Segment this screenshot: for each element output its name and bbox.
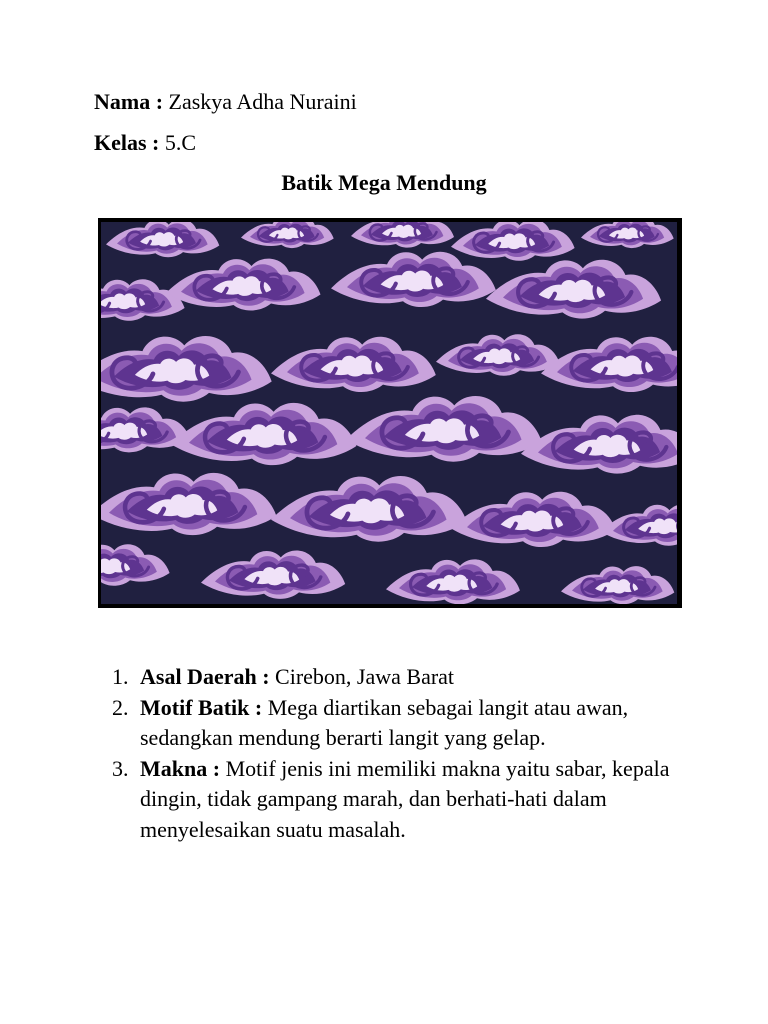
item-text: Mega diartikan sebagai langit atau awan, sedangkan mendung berarti langit yang gelap.	[140, 694, 629, 750]
list-item-meaning	[112, 754, 672, 846]
name-label: Nama :	[94, 89, 164, 114]
info-list	[112, 662, 672, 845]
name-line	[94, 91, 357, 113]
list-number: 2.	[112, 694, 129, 720]
item-label: Makna :	[140, 755, 221, 781]
item-label: Motif Batik :	[140, 694, 263, 720]
item-text: Motif jenis ini memiliki makna yaitu sabar, kepala dingin, tidak gampang marah, dan berhati-hati dalam menyelesaikan suatu masalah.	[140, 755, 670, 842]
list-number: 3.	[112, 755, 129, 781]
mega-mendung-pattern	[101, 222, 677, 604]
class-value: 5.C	[164, 130, 197, 155]
item-label: Asal Daerah :	[140, 664, 270, 689]
list-item-origin	[112, 662, 672, 693]
item-text: Cirebon, Jawa Barat	[275, 664, 455, 689]
class-line	[94, 132, 196, 154]
document-title: Batik Mega Mendung	[281, 170, 487, 195]
name-value: Zaskya Adha Nuraini	[168, 89, 357, 114]
list-item-motif	[112, 693, 672, 754]
batik-image	[98, 218, 682, 608]
class-label: Kelas :	[94, 130, 160, 155]
list-number: 1.	[112, 664, 129, 689]
